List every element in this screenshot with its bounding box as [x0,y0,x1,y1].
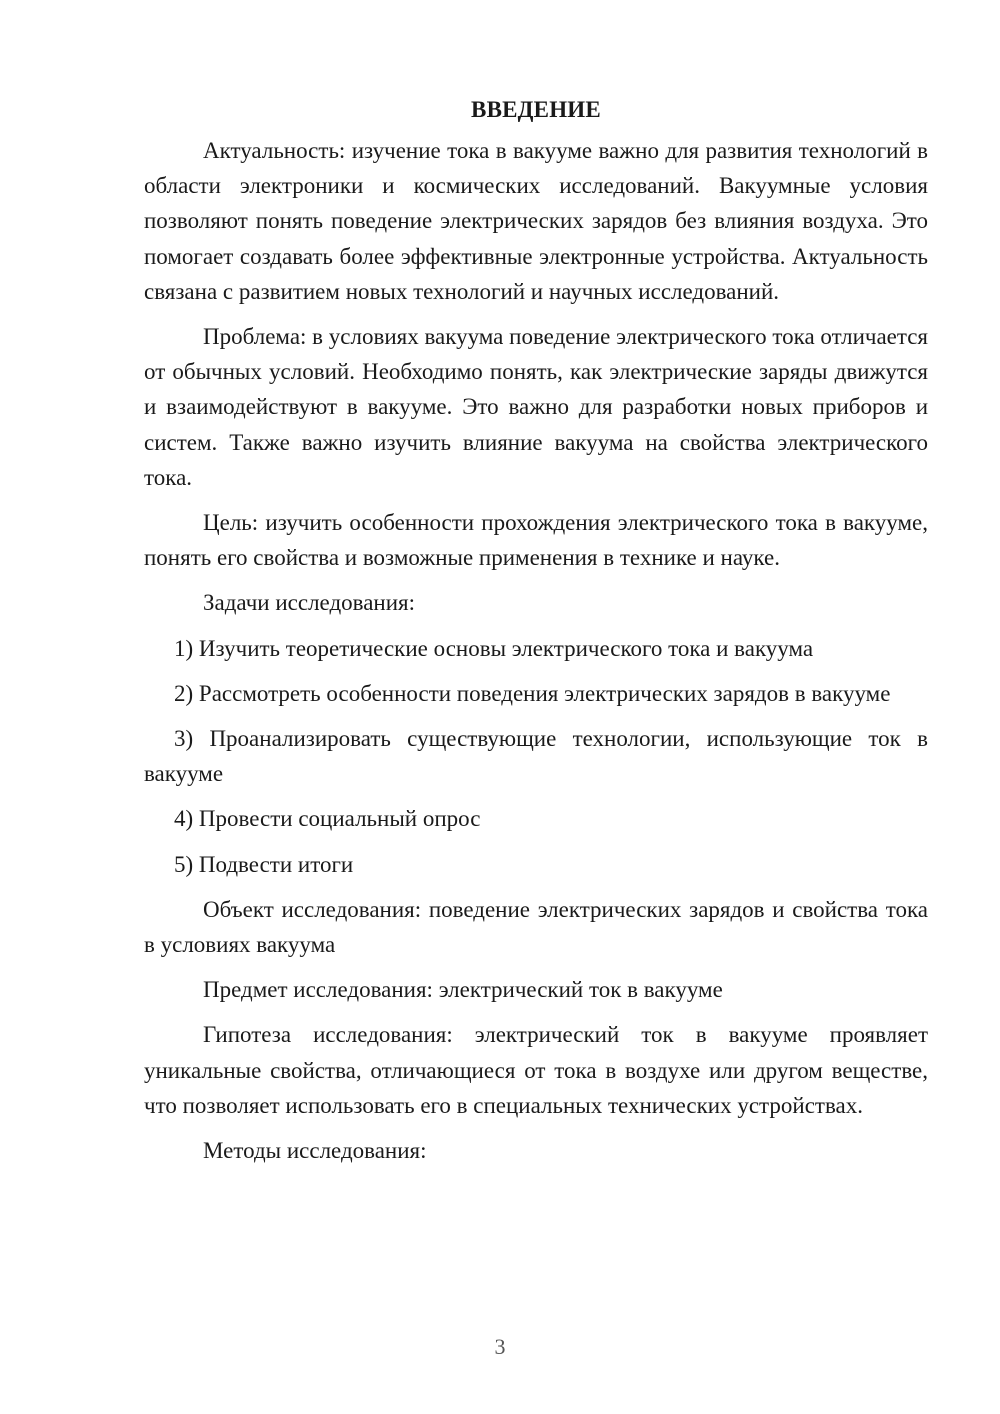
page-number: 3 [494,1334,506,1359]
methods-label: Методы исследования: [203,1138,427,1164]
paragraph-relevance: Актуальность: изучение тока в вакууме важно для развития технологий в области электроники и космических исследований. Вакуумные условия позволяют понять поведение электрических зарядов без влияния воздуха. Это помогает создавать более эффективные электронные устройства. Актуальность связана с развитием новых технологий и научных исследований. [144,138,928,304]
paragraph-subject: Предмет исследования: электрический ток в вакууме [203,977,723,1003]
section-heading: ВВЕДЕНИЕ [471,97,601,122]
tasks-label: Задачи исследования: [203,590,416,616]
task-item-2: 2) Рассмотреть особенности поведения электрических зарядов в вакууме [174,680,891,706]
paragraph-object: Объект исследования: поведение электрических зарядов и свойства тока в условиях вакуума [144,896,928,958]
task-item-1: 1) Изучить теоретические основы электрического тока и вакуума [174,635,814,661]
paragraph-goal: Цель: изучить особенности прохождения электрического тока в вакууме, понять его свойства и возможные применения в технике и науке. [144,510,928,571]
paragraph-problem: Проблема: в условиях вакуума поведение электрического тока отличается от обычных условий. Необходимо понять, как электрические заряды движутся и взаимодействуют в вакууме. Это важно для разработки новых приборов и систем. Также важно изучить влияние вакуума на свойства электрического тока. [144,324,928,490]
task-item-4: 4) Провести социальный опрос [174,806,481,832]
page-content [144,92,928,1168]
task-item-5: 5) Подвести итоги [174,851,354,877]
paragraph-hypothesis: Гипотеза исследования: электрический ток в вакууме проявляет уникальные свойства, отличающиеся от тока в воздухе или другом веществе, что позволяет использовать его в специальных технических устройствах. [144,1022,928,1118]
task-item-3: 3) Проанализировать существующие технологии, использующие ток в вакууме [144,726,928,787]
